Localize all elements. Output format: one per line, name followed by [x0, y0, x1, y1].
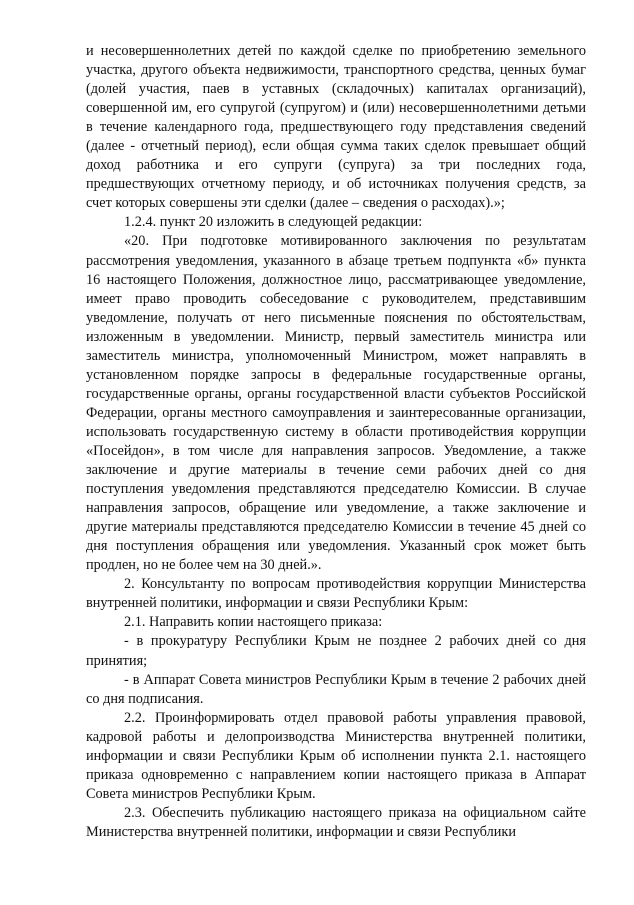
- paragraph-prosecutor-copy: - в прокуратуру Республики Крым не позднее 2 рабочих дней со дня принятия;: [86, 633, 586, 669]
- paragraph-section-2-1: 2.1. Направить копии настоящего приказа:: [124, 614, 383, 631]
- paragraph-section-2-2: 2.2. Проинформировать отдел правовой работы управления правовой, кадровой работы и делопроизводства Министерства внутренней политики, информации и связи Республики Крым об исполнении пункта 2.1. настоящего приказа одновременно с направлением копии настоящего приказа в Аппарат Совета министров Республики Крым.: [86, 709, 586, 802]
- paragraph-clause-1-2-4: 1.2.4. пункт 20 изложить в следующей редакции:: [124, 214, 423, 231]
- paragraph-section-2: 2. Консультанту по вопросам противодействия коррупции Министерства внутренней политики, информации и связи Республики Крым:: [86, 576, 586, 612]
- paragraph-apparatus-copy: - в Аппарат Совета министров Республики Крым в течение 2 рабочих дней со дня подписания.: [86, 671, 586, 707]
- paragraph-point-20: «20. При подготовке мотивированного заключения по результатам рассмотрения уведомления, указанного в абзаце третьем подпункта «б» пункта 16 настоящего Положения, должностное лицо, рассматривающее уведомление, имеет право проводить собеседование с руководителем, представившим уведомление, получать от него письменные пояснения по обстоятельствам, изложенным в уведомлении. Министр, первый заместитель министра или заместитель министра, уполномоченный Министром, может направлять в установленном порядке запросы в федеральные государственные органы, государственные органы, органы государственной власти субъектов Российской Федерации, органы местного самоуправления и заинтересованные организации, использовать государственную систему в области противодействия коррупции «Посейдон», в том числе для направления запросов. Уведомление, а также заключение и другие материалы в течение семи рабочих дней со дня поступления уведомления представляются председателю Комиссии. В случае направления запросов, обращение или уведомление, а также заключение и другие материалы представляются председателю Комиссии в течение 45 дней со дня поступления обращения или уведомления. Указанный срок может быть продлен, но не более чем на 30 дней.».: [86, 233, 586, 574]
- paragraph-section-2-3: 2.3. Обеспечить публикацию настоящего приказа на официальном сайте Министерства внутренней политики, информации и связи Республики: [86, 804, 586, 840]
- paragraph-declarations-continuation: и несовершеннолетних детей по каждой сделке по приобретению земельного участка, другого объекта недвижимости, транспортного средства, ценных бумаг (долей участия, паев в уставных (складочных) капиталах организаций), совершенной им, его супругой (супругом) и (или) несовершеннолетними детьми в течение календарного года, предшествующего году представления сведений (далее - отчетный период), если общая сумма таких сделок превышает общий доход работника и его супруги (супруга) за три последних года, предшествующих отчетному периоду, и об источниках получения средств, за счет которых совершены эти сделки (далее – сведения о расходах).»;: [86, 43, 586, 212]
